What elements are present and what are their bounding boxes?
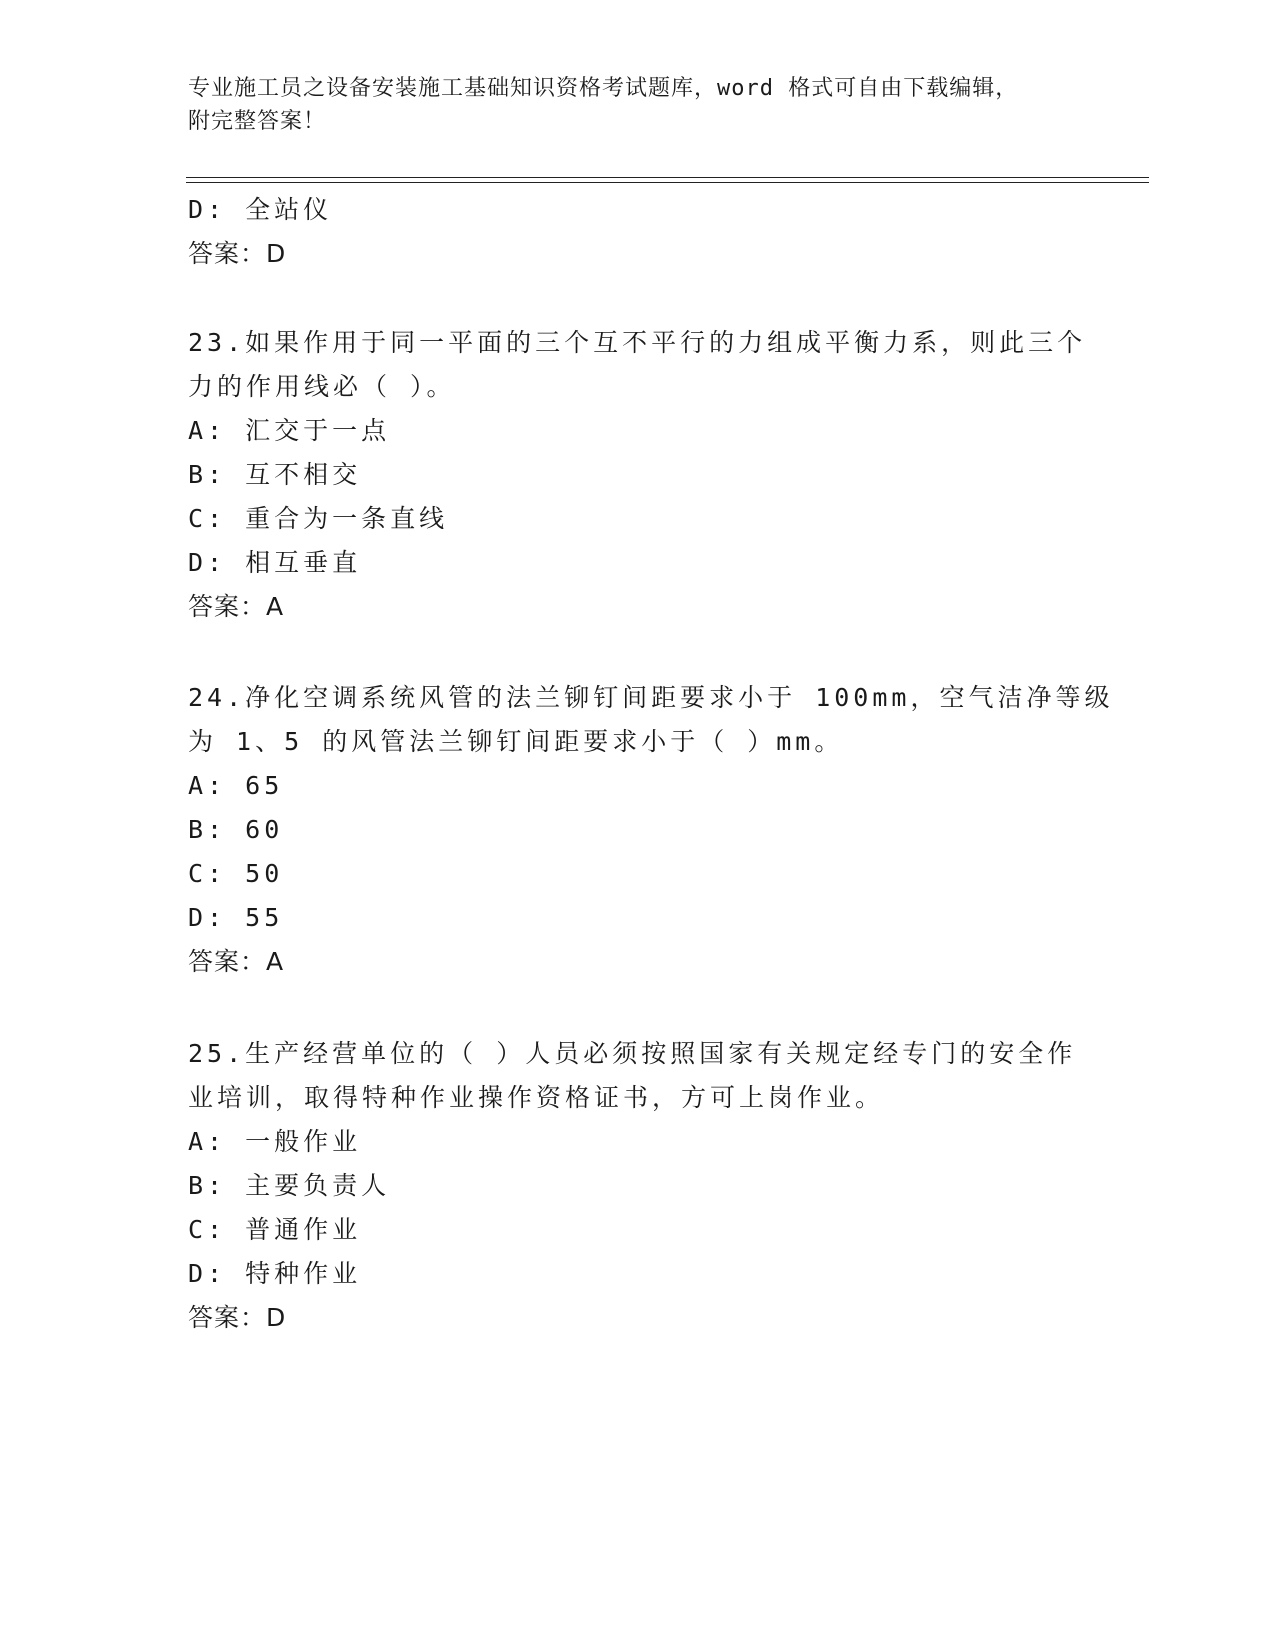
prev-option-d: D: 全站仪 [188, 195, 333, 224]
prev-answer: 答案：D [188, 239, 287, 268]
answer: 答案：A [188, 592, 285, 621]
question-stem-line: 力的作用线必（ ）。 [188, 372, 456, 401]
header-divider-top [186, 177, 1149, 178]
answer: 答案：D [188, 1303, 287, 1332]
option-c: C: 50 [188, 859, 284, 888]
option-a: A: 一般作业 [188, 1127, 362, 1156]
option-b: B: 互不相交 [188, 460, 362, 489]
header-line-1: 专业施工员之设备安装施工基础知识资格考试题库，word 格式可自由下载编辑， [188, 76, 1019, 101]
option-a: A: 65 [188, 771, 284, 800]
option-c: C: 重合为一条直线 [188, 504, 449, 533]
header-line-2: 附完整答案！ [188, 109, 327, 134]
document-header [188, 72, 1088, 138]
question-stem-line: 23.如果作用于同一平面的三个互不平行的力组成平衡力系，则此三个 [188, 328, 1087, 357]
header-divider-bottom [186, 182, 1149, 183]
option-a: A: 汇交于一点 [188, 416, 391, 445]
answer: 答案：A [188, 947, 285, 976]
question-stem-line: 24.净化空调系统风管的法兰铆钉间距要求小于 100mm，空气洁净等级 [188, 683, 1114, 712]
option-c: C: 普通作业 [188, 1215, 362, 1244]
option-b: B: 主要负责人 [188, 1171, 391, 1200]
option-d: D: 特种作业 [188, 1259, 362, 1288]
option-b: B: 60 [188, 815, 284, 844]
option-d: D: 相互垂直 [188, 548, 362, 577]
option-d: D: 55 [188, 903, 284, 932]
question-stem-line: 为 1、5 的风管法兰铆钉间距要求小于（ ）mm。 [188, 727, 844, 756]
question-stem-line: 业培训，取得特种作业操作资格证书，方可上岗作业。 [188, 1083, 885, 1112]
question-stem-line: 25.生产经营单位的（ ）人员必须按照国家有关规定经专门的安全作 [188, 1039, 1077, 1068]
